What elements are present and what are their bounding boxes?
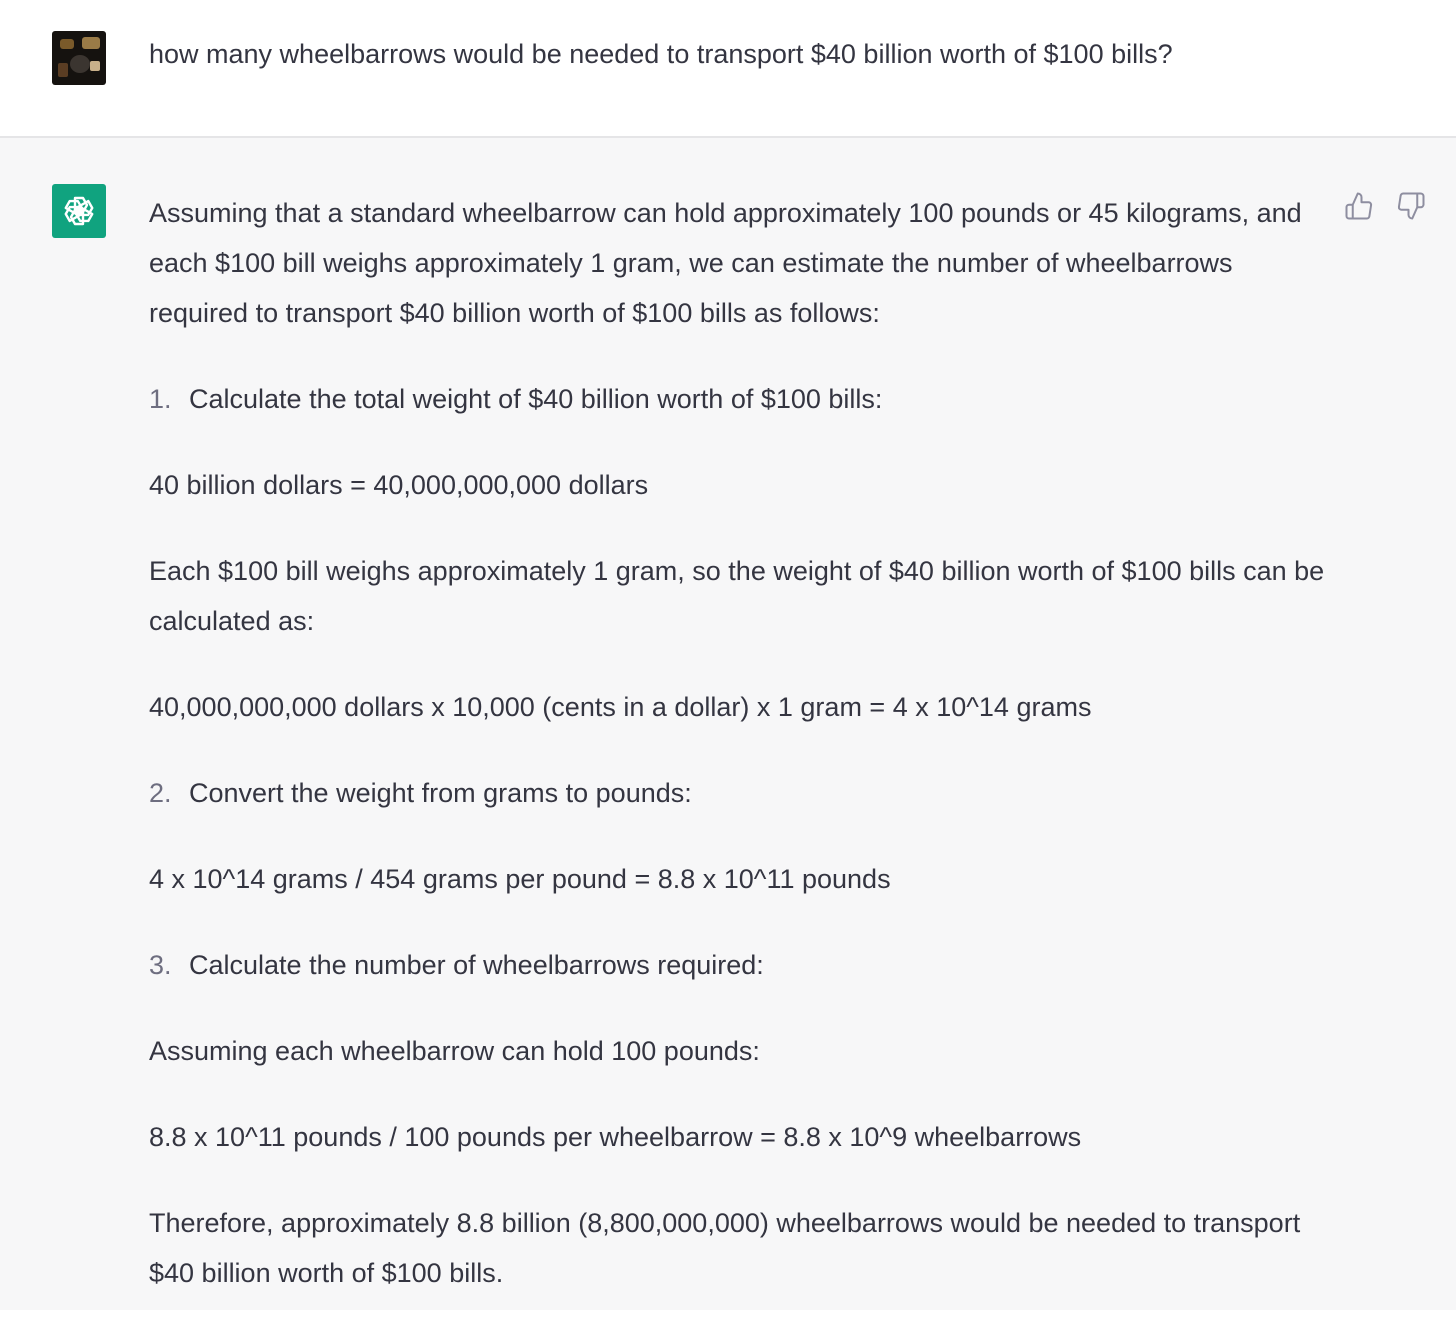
list-item xyxy=(149,940,1329,990)
thumbs-down-icon xyxy=(1396,190,1426,222)
list-item-text: Calculate the number of wheelbarrows required: xyxy=(189,950,764,980)
conclusion-paragraph: Therefore, approximately 8.8 billion (8,800,000,000) wheelbarrows would be needed to transport $40 billion worth of $100 bills. xyxy=(149,1208,1301,1288)
user-message-text: how many wheelbarrows would be needed to transport $40 billion worth of $100 bills? xyxy=(149,39,1173,69)
assistant-message-content xyxy=(149,188,1329,1334)
intro-paragraph: Assuming that a standard wheelbarrow can hold approximately 100 pounds or 45 kilograms, and each $100 bill weighs approximately 1 gram, we can estimate the number of wheelbarrows required to transport $40 billion worth of $100 bills as follows: xyxy=(149,198,1302,328)
openai-logo-icon xyxy=(60,192,98,230)
calculation-line: 4 x 10^14 grams / 454 grams per pound = 8.8 x 10^11 pounds xyxy=(149,864,891,894)
assistant-message-row xyxy=(0,138,1456,1310)
assistant-avatar xyxy=(52,184,106,238)
list-item xyxy=(149,768,1329,818)
list-number: 1. xyxy=(149,384,172,414)
list-item xyxy=(149,374,1329,424)
thumbs-up-button[interactable] xyxy=(1344,190,1374,222)
list-item-text: Convert the weight from grams to pounds: xyxy=(189,778,692,808)
user-message-row xyxy=(0,0,1456,138)
user-avatar xyxy=(52,31,106,85)
calculation-line: 40 billion dollars = 40,000,000,000 dollars xyxy=(149,470,649,500)
list-number: 3. xyxy=(149,950,172,980)
calculation-line: 40,000,000,000 dollars x 10,000 (cents in a dollar) x 1 gram = 4 x 10^14 grams xyxy=(149,692,1092,722)
thumbs-up-icon xyxy=(1344,190,1374,222)
thumbs-down-button[interactable] xyxy=(1396,190,1426,222)
calculation-line: 8.8 x 10^11 pounds / 100 pounds per wheelbarrow = 8.8 x 10^9 wheelbarrows xyxy=(149,1122,1082,1152)
paragraph: Each $100 bill weighs approximately 1 gram, so the weight of $40 billion worth of $100 bills can be calculated as: xyxy=(149,556,1325,636)
list-number: 2. xyxy=(149,778,172,808)
list-item-text: Calculate the total weight of $40 billion worth of $100 bills: xyxy=(189,384,883,414)
paragraph: Assuming each wheelbarrow can hold 100 pounds: xyxy=(149,1036,760,1066)
